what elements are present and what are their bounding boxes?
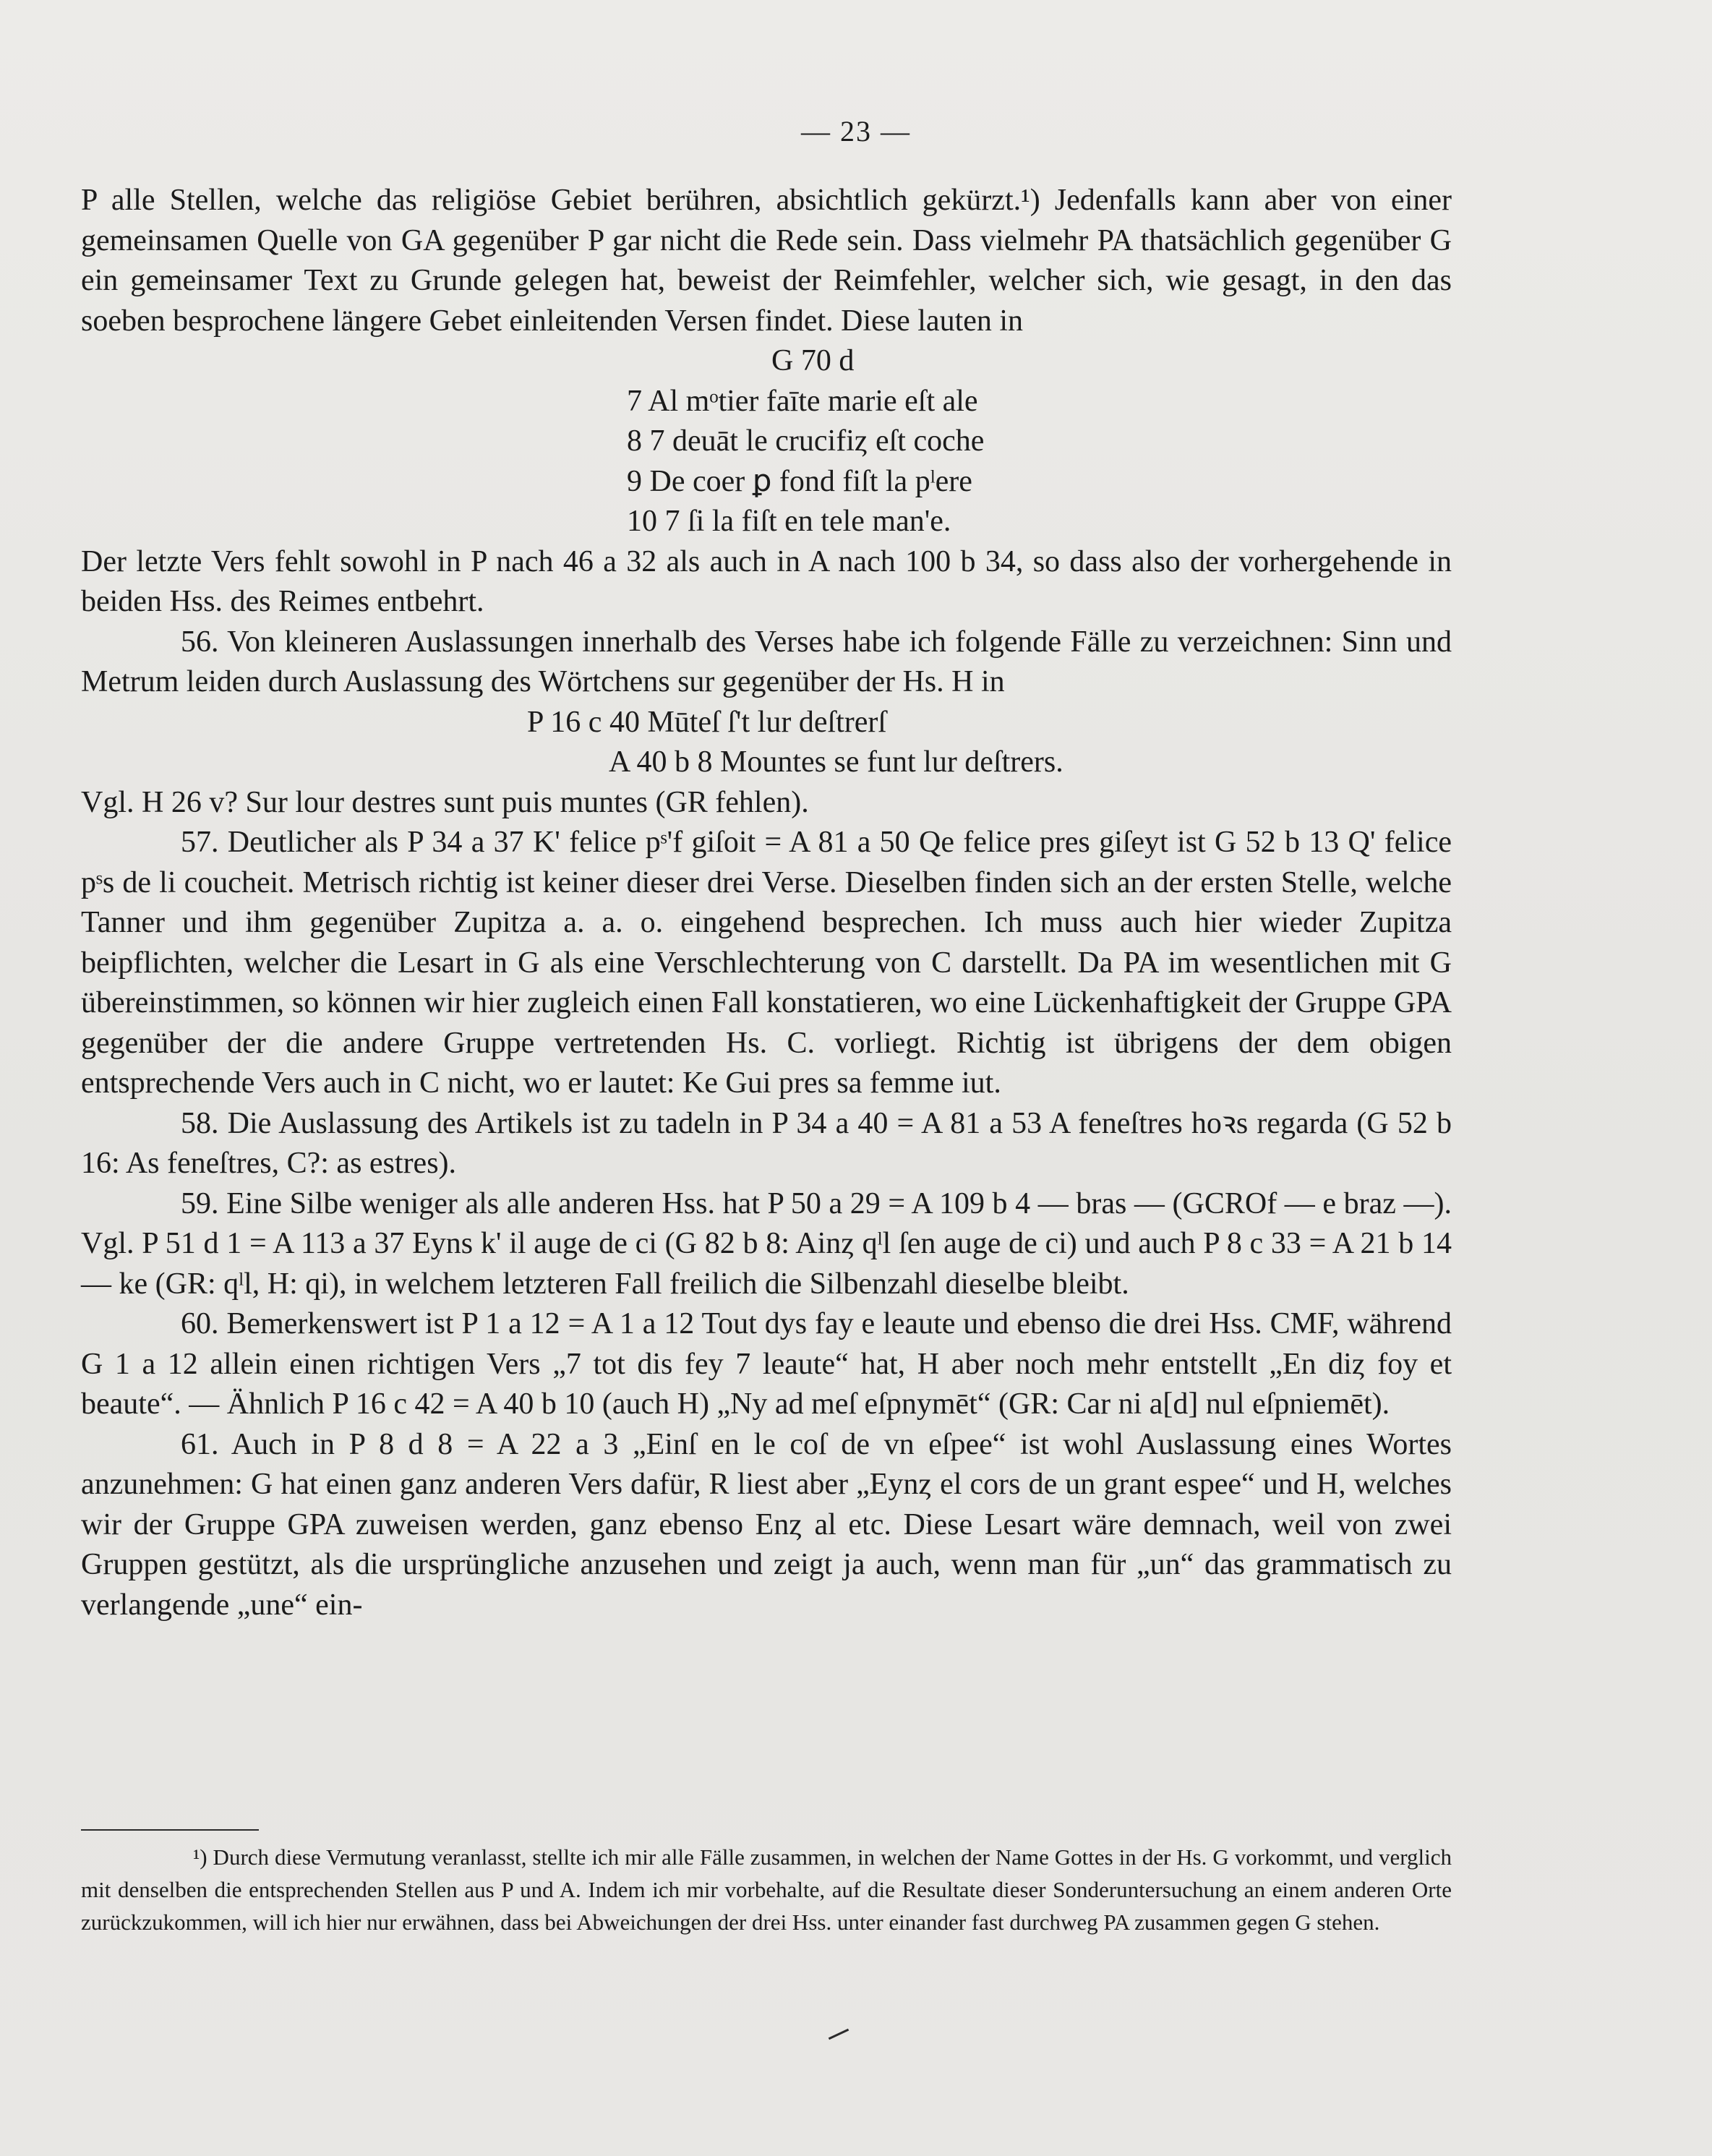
paragraph: 61. Auch in P 8 d 8 = A 22 a 3 „Einſ en le coſ de vn eſpee“ ist wohl Auslassung eines Wortes anzunehmen: G hat einen ganz anderen Vers dafür, R liest aber „Eynȥ el cors de un grant espee“ und H, welches wir der Gruppe GPA zuweisen werden, ganz ebenso Enȥ al etc. Diese Lesart wäre demnach, weil von zwei Gruppen gestützt, als die ursprüngliche anzusehen und zeigt ja auch, wenn man für „un“ das grammatisch zu verlangende „une“ ein- [81, 1427, 1452, 1622]
paragraph: Vgl. H 26 v? Sur lour destres sunt puis muntes (GR fehlen). [81, 785, 809, 819]
paragraph: 56. Von kleineren Auslassungen innerhalb des Verses habe ich folgende Fälle zu verzeichnen: Sinn und Metrum leiden durch Auslassung des Wörtchens sur gegenüber der Hs. H in [81, 625, 1452, 698]
verse-line: 9 De coer ꝑ fond fiſt la pˡere [627, 464, 972, 498]
paragraph: 57. Deutlicher als P 34 a 37 K' felice pˢ'f giſoit = A 81 a 50 Qe felice pres giſeyt ist G 52 b 13 Q' felice pˢs de li coucheit. Metrisch richtig ist keiner dieser drei Verse. Dieselben finden sich an der ersten Stelle, welche Tanner und ihm gegenüber Zupitza a. a. o. eingehend besprechen. Ich muss auch hier wieder Zupitza beipflichten, welcher die Lesart in G als eine Verschlechterung von C darstellt. Da PA im wesentlichen mit G übereinstimmen, so können wir hier zugleich einen Fall konstatieren, wo eine Lückenhaftigkeit der Gruppe GPA gegenüber der die andere Gruppe vertretenden Hs. C. vorliegt. Richtig ist übrigens der dem obigen entsprechende Vers auch in C nicht, wo er lautet: Ke Gui pres sa femme iut. [81, 826, 1452, 1100]
manuscript-reference: P 16 c 40 Mūteſ ſ't lur deſtrerſ [527, 705, 887, 739]
verse-line: 7 Al mᵒtier faīte marie eſt ale [627, 384, 978, 418]
paragraph: P alle Stellen, welche das religiöse Gebiet berühren, absichtlich gekürzt.¹) Jedenfalls kann aber von einer gemeinsamen Quelle von GA gegenüber P gar nicht die Rede sein. Dass vielmehr PA thatsächlich gegenüber G ein gemeinsamer Text zu Grunde gelegen hat, beweist der Reimfehler, welcher sich, wie gesagt, in den das soeben besprochene längere Gebet einleitenden Versen findet. Diese lauten in [81, 184, 1452, 338]
verse-heading: G 70 d [771, 344, 855, 377]
manuscript-reference: A 40 b 8 Mountes se funt lur deſtrers. [609, 745, 1063, 779]
verse-line: 10 7 ſi la fiſt en tele man'e. [627, 505, 951, 538]
main-text [81, 181, 1452, 1625]
page-number: — 23 — [801, 115, 911, 147]
paragraph: Der letzte Vers fehlt sowohl in P nach 46 a 32 als auch in A nach 100 b 34, so dass also der vorhergehende in beiden Hss. des Reimes entbehrt. [81, 544, 1452, 618]
footnote-divider [81, 1829, 259, 1831]
paragraph: 58. Die Auslassung des Artikels ist zu tadeln in P 34 a 40 = A 81 a 53 A feneſtres hoꝛs regarda (G 52 b 16: As feneſtres, C?: as estres). [81, 1106, 1452, 1180]
verse-line: 8 7 deuāt le crucifiȥ eſt coche [627, 424, 985, 458]
stray-mark [829, 2029, 849, 2040]
footnote [81, 1841, 1452, 1938]
paragraph: 59. Eine Silbe weniger als alle anderen Hss. hat P 50 a 29 = A 109 b 4 — bras — (GCROf — e braz —). Vgl. P 51 d 1 = A 113 a 37 Eyns k' il auge de ci (G 82 b 8: Ainȥ qˡl ſen auge de ci) und auch P 8 c 33 = A 21 b 14 — ke (GR: qˡl, H: qi), in welchem letzteren Fall freilich die Silbenzahl dieselbe bleibt. [81, 1186, 1452, 1301]
paragraph: 60. Bemerkenswert ist P 1 a 12 = A 1 a 12 Tout dys fay e leaute und ebenso die drei Hss. CMF, während G 1 a 12 allein einen richtigen Vers „7 tot dis fey 7 leaute“ hat, H aber noch mehr entstellt „En diȥ foy et beaute“. — Ähnlich P 16 c 42 = A 40 b 10 (auch H) „Ny ad meſ eſpnymēt“ (GR: Car ni a[d] nul eſpniemēt). [81, 1307, 1452, 1421]
footnote-text: ¹) Durch diese Vermutung veranlasst, stellte ich mir alle Fälle zusammen, in welchen der Name Gottes in der Hs. G vorkommt, und verglich mit denselben die entsprechenden Stellen aus P und A. Indem ich mir vorbehalte, auf die Resultate dieser Sonderuntersuchung an einem anderen Orte zurückzukommen, will ich hier nur erwähnen, dass bei Abweichungen der drei Hss. unter einander fast durchweg PA zusammen gegen G stehen. [81, 1844, 1452, 1935]
